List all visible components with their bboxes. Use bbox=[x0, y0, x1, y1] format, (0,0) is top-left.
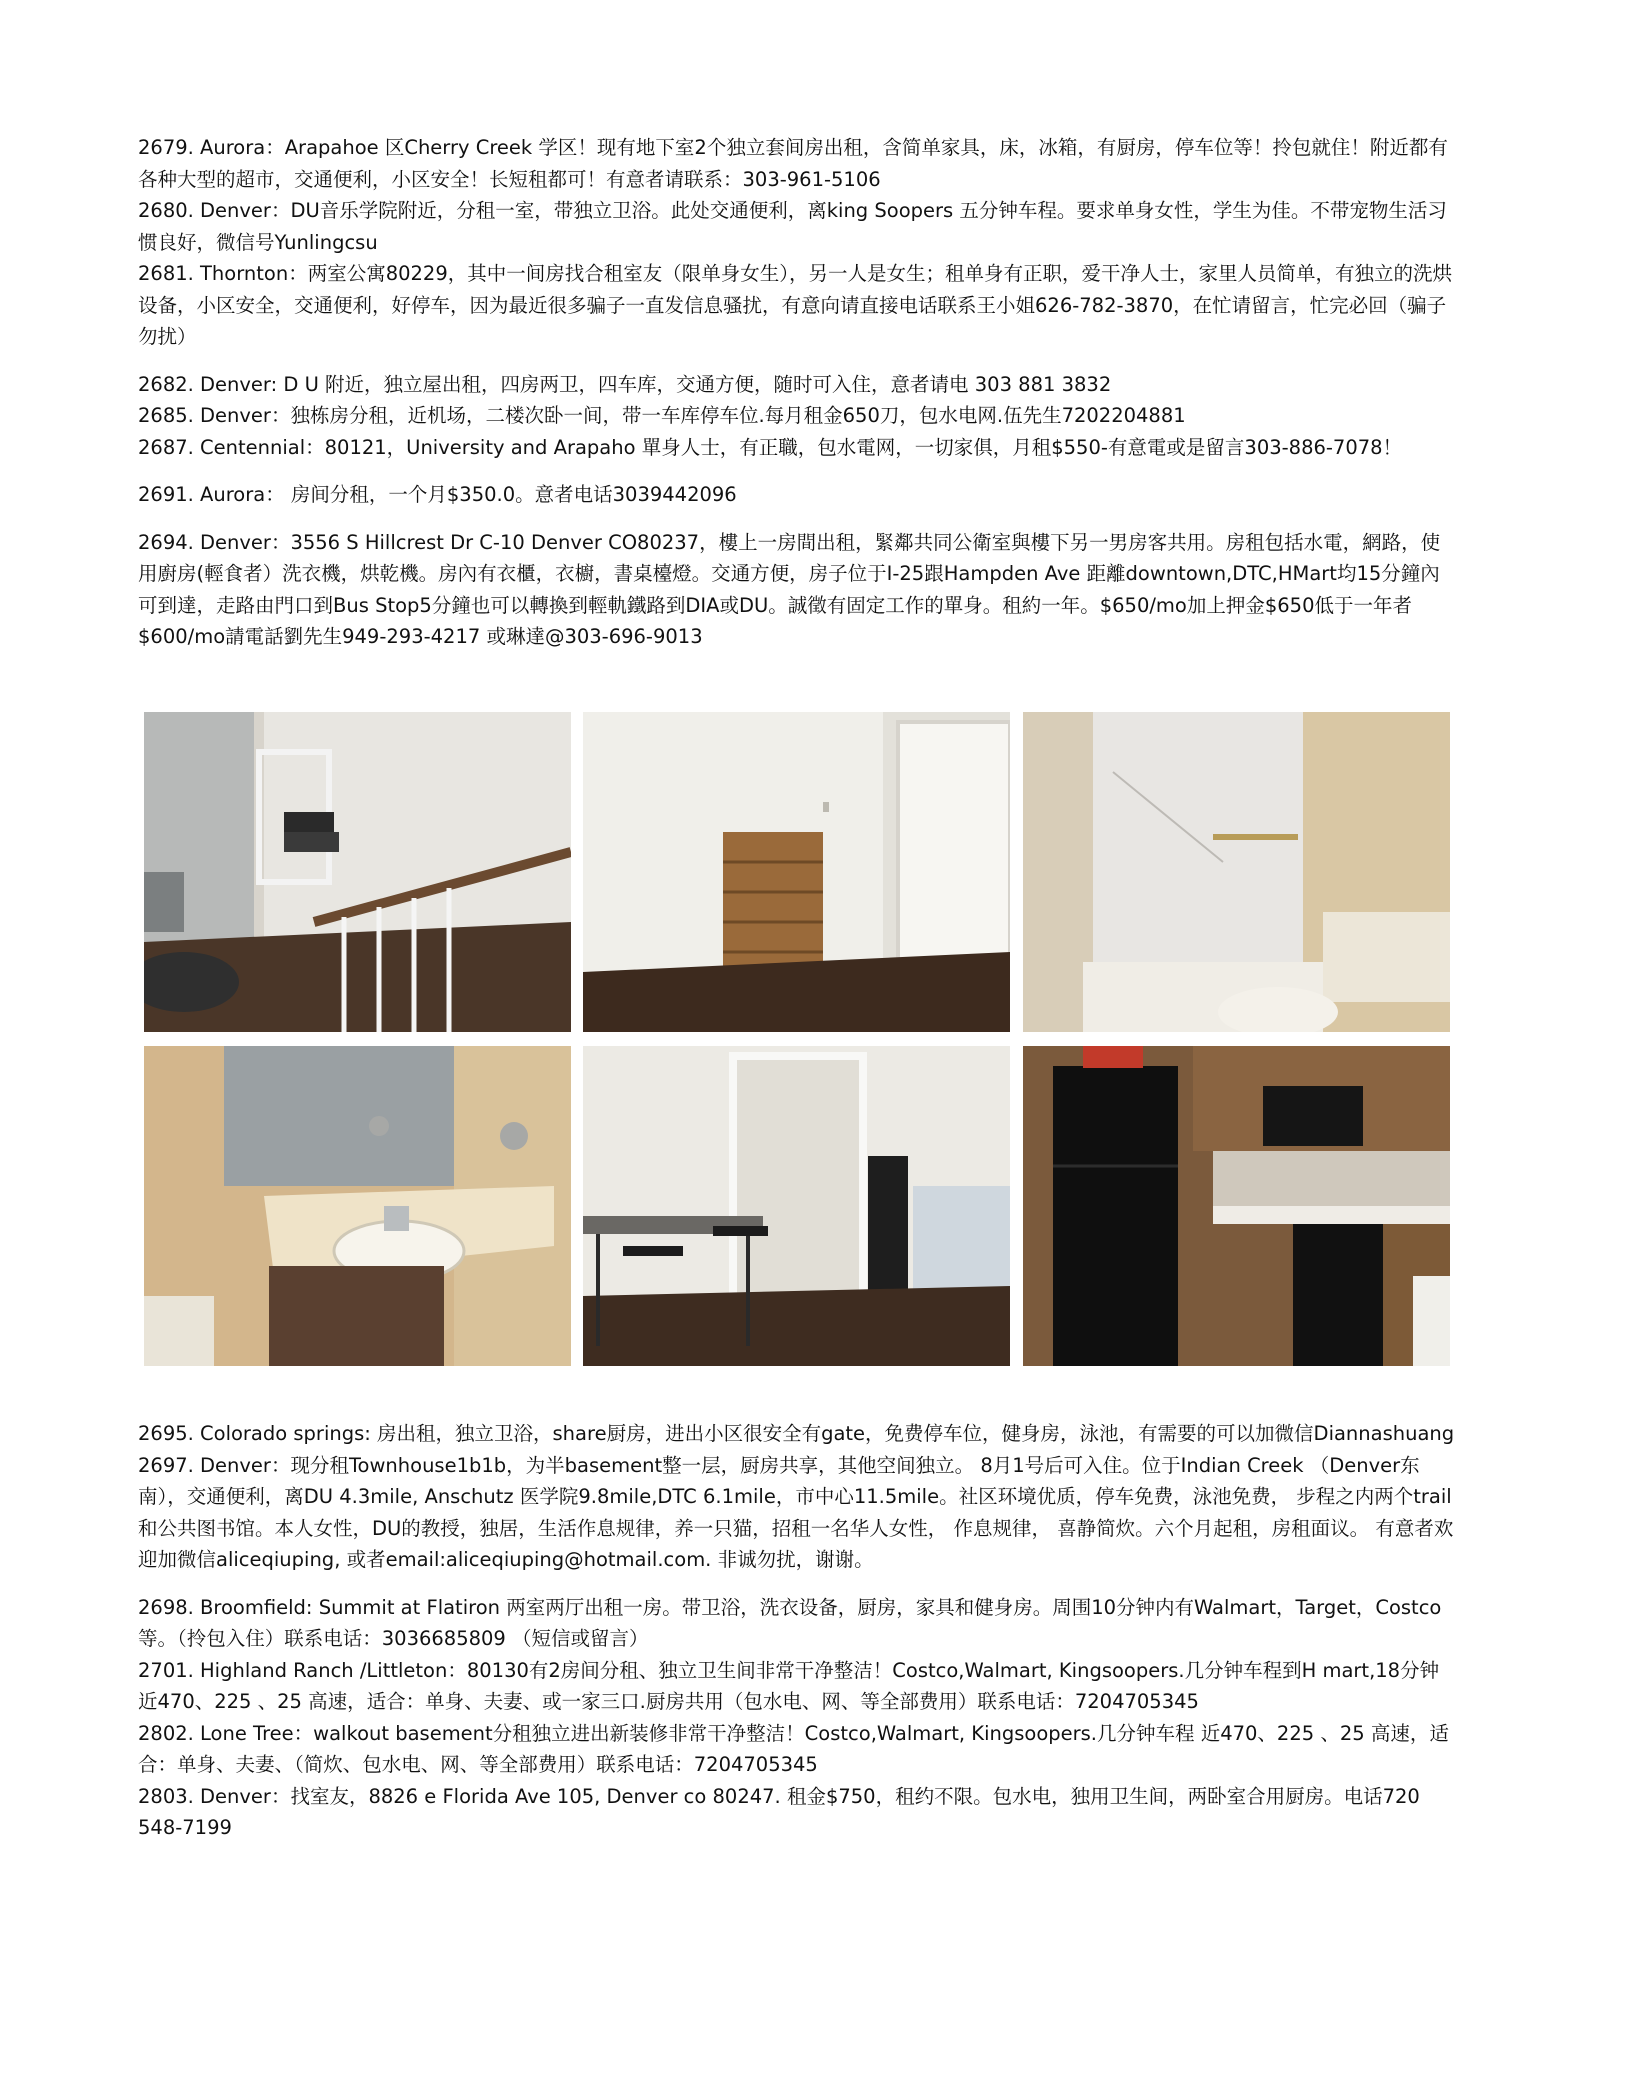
listing-2698: 2698. Broomfield: Summit at Flatiron 两室两厅出租一房。带卫浴，洗衣设备，厨房，家具和健身房。周围10分钟内有Walmart，Target，Costco等。（拎包入住）联系电话：3036685809 （短信或留言） bbox=[138, 1595, 1442, 1650]
listing-2691: 2691. Aurora： 房间分租，一个月$350.0。意者电话3039442096 bbox=[138, 483, 737, 506]
bedroom-dresser-photo bbox=[583, 712, 1010, 1032]
listings-lower-section bbox=[138, 1418, 1458, 1844]
listing-2680: 2680. Denver：DU音乐学院附近，分租一室，带独立卫浴。此处交通便利，离king Soopers 五分钟车程。要求单身女性，学生为佳。不带宠物生活习惯良好，微信号Yunlingcsu bbox=[138, 199, 1447, 254]
closet-table-photo bbox=[583, 1046, 1010, 1366]
listing-2802: 2802. Lone Tree：walkout basement分租独立进出新装修非常干净整洁！Costco,Walmart, Kingsoopers.几分钟车程 近470、225 、25 高速，适合：单身、夫妻、（简炊、包水电、网、等全部费用）联系电话：7204705345 bbox=[138, 1721, 1449, 1776]
listing-2685: 2685. Denver：独栋房分租，近机场，二楼次卧一间，带一车库停车位.每月租金650刀，包水电网.伍先生7202204881 bbox=[138, 404, 1186, 427]
listing-2681: 2681. Thornton：两室公寓80229，其中一间房找合租室友（限单身女生），另一人是女生；租单身有正职，爱干净人士，家里人员简单，有独立的洗烘设备，小区安全，交通便利，好停车，因为最近很多骗子一直发信息骚扰，有意向请直接电话联系王小姐626-782-3870，在忙请留言，忙完必回（骗子勿扰） bbox=[138, 262, 1452, 348]
kitchen-photo bbox=[1023, 1046, 1450, 1366]
listing-2679: 2679. Aurora：Arapahoe 区Cherry Creek 学区！现有地下室2个独立套间房出租，含简单家具，床，冰箱，有厨房，停车位等！拎包就住！附近都有各种大型的超市，交通便利，小区安全！长短租都可！有意者请联系：303-961-5106 bbox=[138, 136, 1448, 191]
listing-2694: 2694. Denver：3556 S Hillcrest Dr C-10 Denver CO80237，樓上一房間出租，緊鄰共同公衛室與樓下另一男房客共用。房租包括水電，網路，使用廚房(輕食者）洗衣機，烘乾機。房內有衣櫃，衣櫥，書桌檯燈。交通方便，房子位于I-25跟Hampden Ave 距離downtown,DTC,HMart均15分鐘內可到達，走路由門口到Bus Stop5分鐘也可以轉換到輕軌鐵路到DIA或DU。誠徵有固定工作的單身。租約一年。$650/mo加上押金$650低于一年者$600/mo請電話劉先生949-293-4217 或琳達@303-696-9013 bbox=[138, 530, 1441, 648]
photo-grid bbox=[144, 712, 1450, 1362]
listing-2687: 2687. Centennial：80121，University and Arapaho 單身人士，有正職，包水電网，一切家俱，月租$550-有意電或是留言303-886-7078！ bbox=[138, 435, 1403, 459]
listing-2682: 2682. Denver: D U 附近，独立屋出租，四房两卫，四车库，交通方便，随时可入住，意者请电 303 881 3832 bbox=[138, 372, 1112, 396]
listing-2803: 2803. Denver：找室友，8826 e Florida Ave 105, Denver co 80247. 租金$750，租约不限。包水电，独用卫生间，两卧室合用厨房。电话720 548-7199 bbox=[138, 1784, 1420, 1839]
listing-2697: 2697. Denver：现分租Townhouse1b1b，为半basement整一层，厨房共享，其他空间独立。 8月1号后可入住。位于Indian Creek （Denver东南），交通便利，离DU 4.3mile, Anschutz 医学院9.8mile,DTC 6.1mile，市中心11.5mile。社区环境优质，停车免费，泳池免费， 步程之内两个trail和公共图书馆。本人女性，DU的教授，独居，生活作息规律，养一只猫，招租一名华人女性， 作息规律， 喜静简炊。六个月起租，房租面议。 有意者欢迎加微信aliceqiuping, 或者email:aliceqiuping@hotmail.com. 非诚勿扰，谢谢。 bbox=[138, 1453, 1454, 1571]
stairway-photo bbox=[144, 712, 571, 1032]
listing-2701: 2701. Highland Ranch /Littleton：80130有2房间分租、独立卫生间非常干净整洁！Costco,Walmart, Kingsoopers.几分钟车程到H mart,18分钟近470、225 、25 高速，适合：单身、夫妻、或一家三口.厨房共用（包水电、网、等全部费用）联系电话：7204705345 bbox=[138, 1658, 1440, 1713]
listing-2695: 2695. Colorado springs: 房出租，独立卫浴，share厨房，进出小区很安全有gate，免费停车位，健身房，泳池，有需要的可以加微信Diannashuang bbox=[138, 1422, 1455, 1445]
listings-top-section bbox=[138, 132, 1458, 653]
bathroom-shower-photo bbox=[1023, 712, 1450, 1032]
vanity-sink-photo bbox=[144, 1046, 571, 1366]
